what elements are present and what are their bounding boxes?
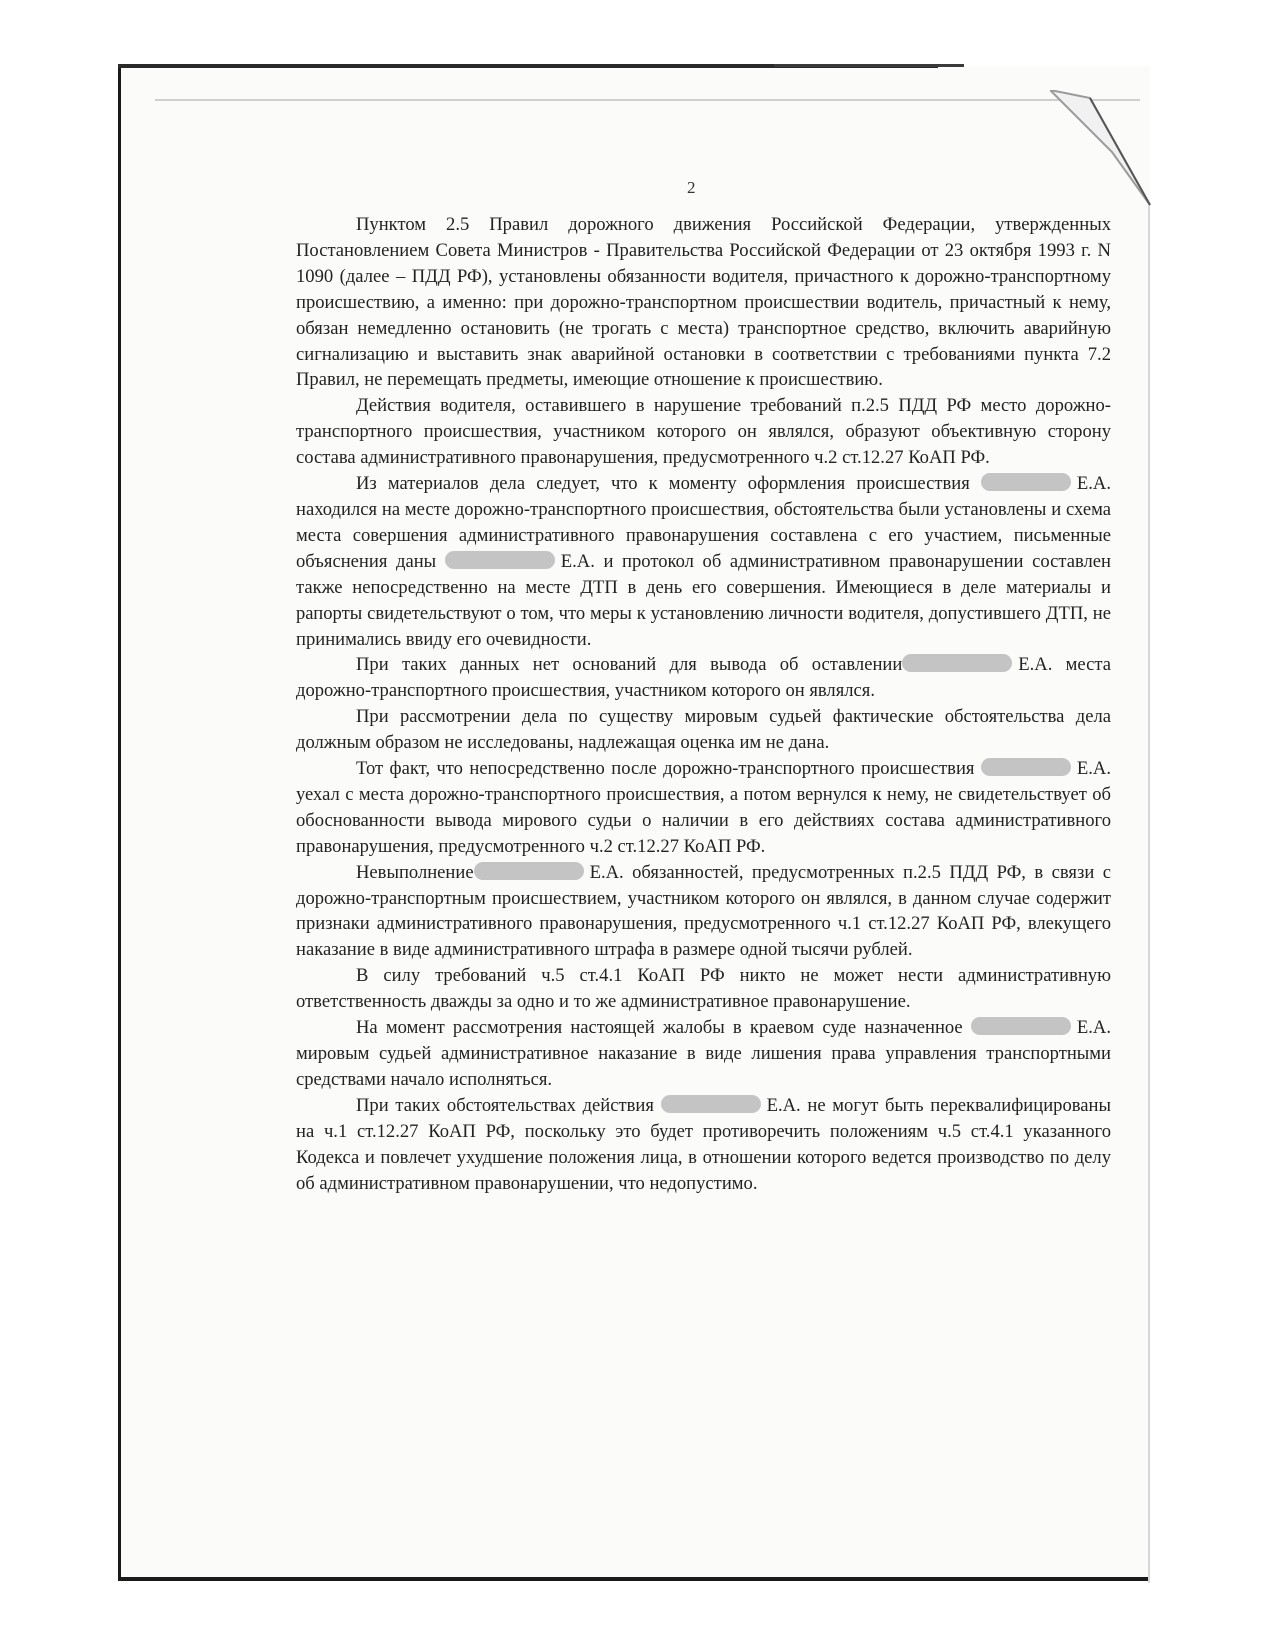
paragraph-text: Е.А. и протокол об административном правонарушении составлен также непосредственно на месте ДТП в день его совершения. Имеющиеся в деле материалы и рапорты свидетельствуют о том, что меры к установлению личности водителя, допустившего ДТП, не принимались ввиду его очевидности.: [296, 550, 1111, 650]
paragraph-text: При таких данных нет оснований для вывода об оставлении: [356, 654, 903, 676]
paragraph-text: На момент рассмотрения настоящей жалобы в краевом суде назначенное: [356, 1017, 963, 1039]
redacted-name: [445, 551, 555, 569]
document-body: [296, 212, 1111, 1196]
redacted-name: [971, 1017, 1071, 1035]
paragraph-text: Тот факт, что непосредственно после дорожно-транспортного происшествия: [356, 758, 975, 780]
redacted-name: [474, 862, 584, 880]
redacted-name: [902, 654, 1012, 672]
paragraph: Пунктом 2.5 Правил дорожного движения Российской Федерации, утвержденных Постановлением Совета Министров - Правительства Российской Федерации от 23 октября 1993 г. N 1090 (далее – ПДД РФ), установлены обязанности водителя, причастного к дорожно-транспортному происшествию, а именно: при дорожно-транспортном происшествии водитель, причастный к нему, обязан немедленно остановить (не трогать с места) транспортное средство, включить аварийную сигнализацию и выставить знак аварийной остановки в соответствии с требованиями пункта 7.2 Правил, не перемещать предметы, имеющие отношение к происшествию.: [296, 214, 1111, 391]
page-fold-line: [155, 99, 1140, 101]
paragraph-text: Е.А. места дорожно-транспортного происшествия, участником которого он являлся.: [296, 654, 1111, 702]
page-top-edge-right: [774, 64, 964, 67]
page-number: 2: [687, 178, 696, 197]
paragraph: [296, 756, 1111, 860]
redacted-name: [661, 1095, 761, 1113]
paragraph-text: Невыполнение: [356, 861, 474, 883]
paragraph: [296, 652, 1111, 704]
paragraph-text: Е.А. мировым судьей административное наказание в виде лишения права управления транспортными средствами начало исполняться.: [296, 1017, 1111, 1090]
paragraph: При рассмотрении дела по существу мировым судьей фактические обстоятельства дела должным образом не исследованы, надлежащая оценка им не дана.: [296, 706, 1111, 754]
paragraph: [296, 471, 1111, 652]
paragraph-text: Е.А. не могут быть переквалифицированы на ч.1 ст.12.27 КоАП РФ, поскольку это будет противоречить положениям ч.5 ст.4.1 указанного Кодекса и повлечет ухудшение положения лица, в отношении которого ведется производство по делу об административном правонарушении, что недопустимо.: [296, 1094, 1111, 1194]
paragraph: Действия водителя, оставившего в нарушение требований п.2.5 ПДД РФ место дорожно-транспортного происшествия, участником которого он являлся, образуют объективную сторону состава административного правонарушения, предусмотренного ч.2 ст.12.27 КоАП РФ.: [296, 395, 1111, 469]
paragraph: В силу требований ч.5 ст.4.1 КоАП РФ никто не может нести административную ответственность дважды за одно и то же административное правонарушение.: [296, 965, 1111, 1013]
paragraph: [296, 1015, 1111, 1093]
redacted-name: [981, 473, 1071, 491]
paragraph: [296, 1093, 1111, 1197]
paragraph-text: При таких обстоятельствах действия: [356, 1094, 654, 1116]
folded-corner: [1050, 90, 1160, 230]
paragraph-text: Е.А. уехал с места дорожно-транспортного происшествия, а потом вернулся к нему, не свидетельствует об обоснованности вывода мирового судьи о наличии в его действиях состава административного правонарушения, предусмотренного ч.2 ст.12.27 КоАП РФ.: [296, 758, 1111, 857]
paragraph-text: Е.А. находился на месте дорожно-транспортного происшествия, обстоятельства были установлены и схема места совершения административного правонарушения составлена с его участием, письменные объяснения даны: [296, 473, 1111, 572]
paragraph-text: Из материалов дела следует, что к моменту оформления происшествия: [356, 473, 970, 495]
paragraph-text: Е.А. обязанностей, предусмотренных п.2.5 ПДД РФ, в связи с дорожно-транспортным происшествием, участником которого он являлся, в данном случае содержит признаки административного правонарушения, предусмотренного ч.1 ст.12.27 КоАП РФ, влекущего наказание в виде административного штрафа в размере одной тысячи рублей.: [296, 861, 1111, 961]
paragraph: [296, 860, 1111, 964]
redacted-name: [981, 758, 1071, 776]
page-right-edge: [1148, 205, 1150, 1583]
